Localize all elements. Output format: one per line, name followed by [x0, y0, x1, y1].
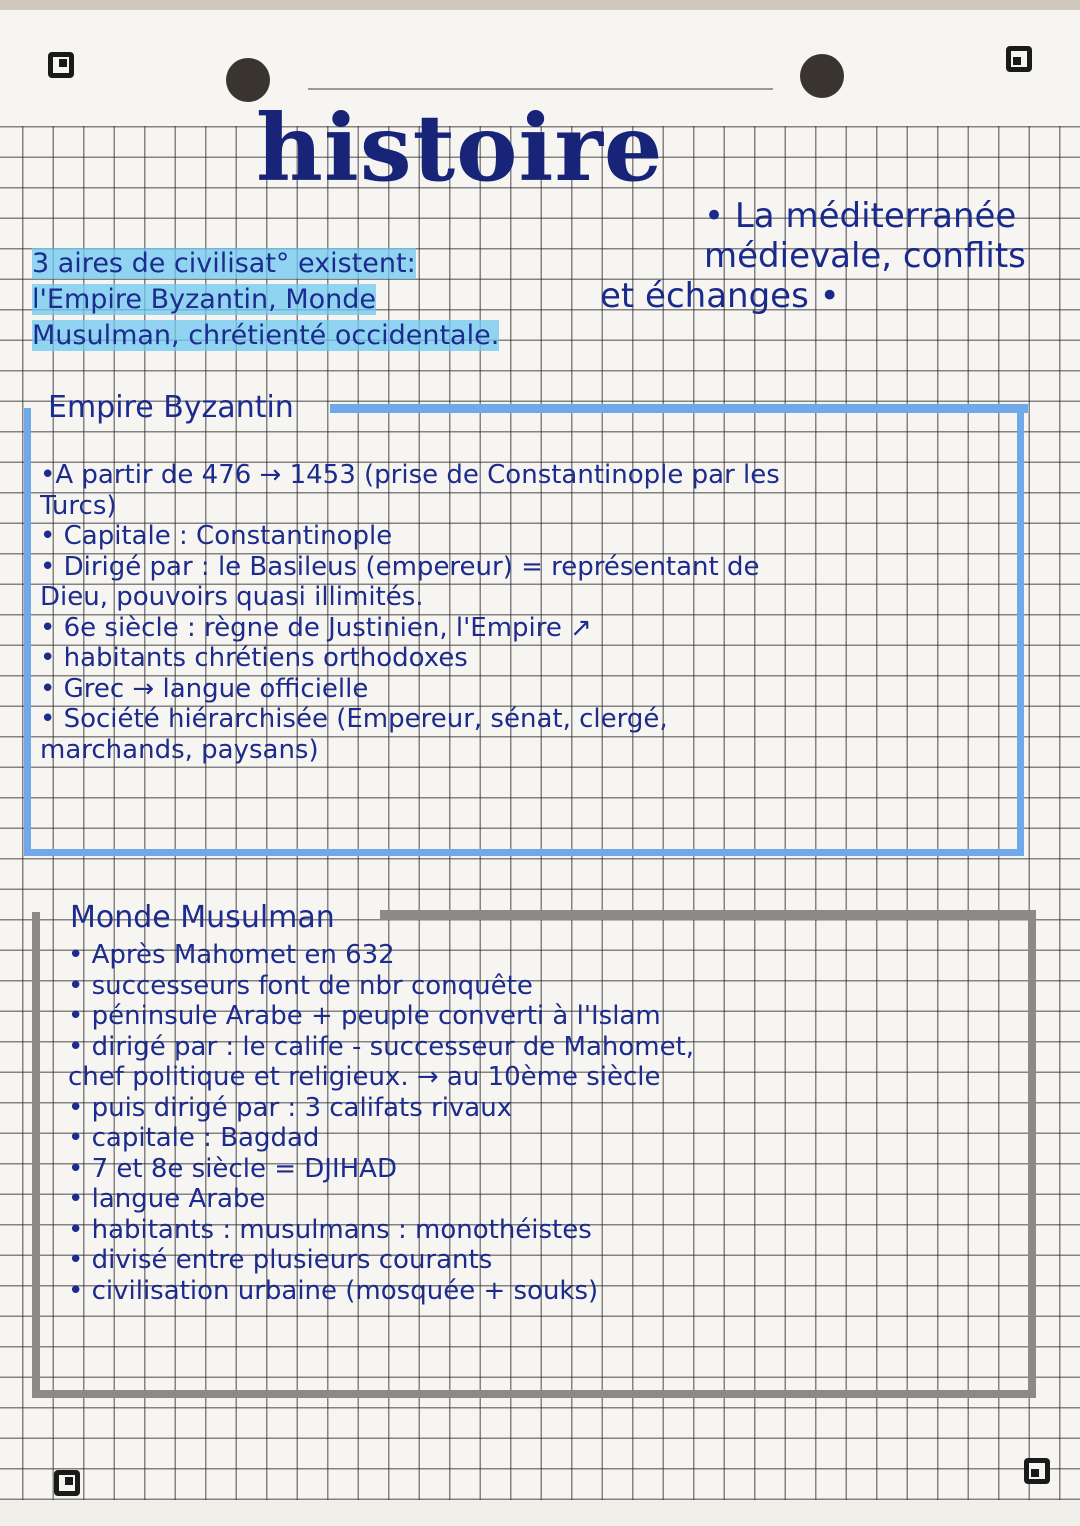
list-item: • Grec → langue officielle	[40, 673, 369, 704]
list-item: marchands, paysans)	[40, 734, 319, 765]
page-title: histoire	[256, 94, 664, 202]
intro-line: Musulman, chrétienté occidentale.	[32, 320, 500, 351]
corner-marker-icon	[48, 52, 74, 78]
intro-line: l'Empire Byzantin, Monde	[32, 284, 376, 315]
subtitle-line: et échanges •	[600, 276, 840, 316]
list-item: • puis dirigé par : 3 califats rivaux	[68, 1092, 513, 1123]
musulman-list	[68, 940, 694, 1306]
byzantin-list	[40, 460, 780, 765]
list-item: •A partir de 476 → 1453 (prise de Constantinople par les	[40, 460, 780, 490]
header-line	[308, 88, 773, 90]
list-item: • Capitale : Constantinople	[40, 521, 393, 551]
section-title-musulman: Monde Musulman	[70, 900, 335, 935]
subtitle-line: médievale, conflits	[704, 236, 1026, 276]
subtitle-line: • La méditerranée	[704, 196, 1017, 236]
list-item: • capitale : Bagdad	[68, 1123, 320, 1153]
section-title-byzantin: Empire Byzantin	[48, 390, 294, 425]
intro-line: 3 aires de civilisat° existent:	[32, 248, 416, 279]
list-item: • successeurs font de nbr conquête	[68, 970, 533, 1001]
list-item: chef politique et religieux. → au 10ème siècle	[68, 1062, 661, 1092]
list-item: Turcs)	[40, 490, 117, 521]
corner-marker-icon	[1024, 1458, 1050, 1484]
list-item: • 7 et 8e siècle = DJIHAD	[68, 1153, 397, 1184]
list-item: • civilisation urbaine (mosquée + souks)	[68, 1275, 599, 1306]
list-item: • Société hiérarchisée (Empereur, sénat, clergé,	[40, 704, 668, 734]
corner-marker-icon	[54, 1470, 80, 1496]
page-subtitle	[600, 196, 1026, 316]
list-item: Dieu, pouvoirs quasi illimités.	[40, 582, 424, 612]
list-item: • divisé entre plusieurs courants	[68, 1245, 493, 1275]
paper-bottom-margin	[0, 1500, 1080, 1526]
paper-edge	[0, 0, 1080, 10]
list-item: • Après Mahomet en 632	[68, 940, 395, 970]
list-item: • dirigé par : le calife - successeur de Mahomet,	[68, 1031, 695, 1062]
intro-text	[32, 246, 499, 354]
list-item: • habitants : musulmans : monothéistes	[68, 1214, 592, 1245]
list-item: • Dirigé par : le Basileus (empereur) = représentant de	[40, 551, 760, 582]
binder-hole-right	[800, 54, 844, 98]
byzantin-frame-top	[330, 404, 1028, 413]
list-item: • 6e siècle : règne de Justinien, l'Empire ↗	[40, 612, 592, 643]
list-item: • péninsule Arabe + peuple converti à l'Islam	[68, 1001, 661, 1031]
musulman-frame-top	[380, 910, 1036, 920]
corner-marker-icon	[1006, 46, 1032, 72]
list-item: • habitants chrétiens orthodoxes	[40, 643, 468, 673]
list-item: • langue Arabe	[68, 1184, 266, 1214]
